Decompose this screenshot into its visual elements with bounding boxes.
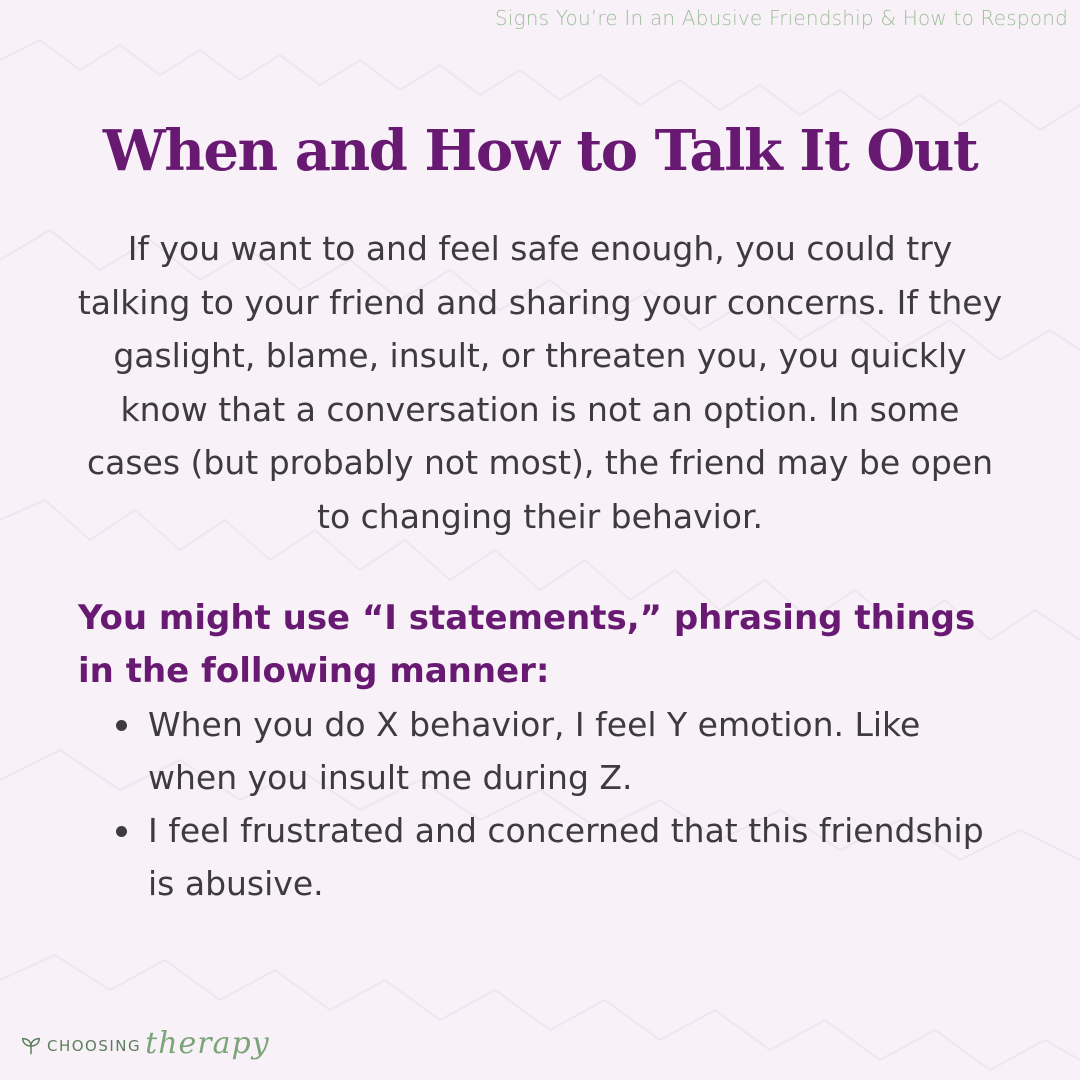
bullet-icon	[116, 826, 127, 837]
statement-list	[112, 698, 992, 910]
page-caption: Signs You’re In an Abusive Friendship & How to Respond	[494, 6, 1068, 30]
sprout-icon	[20, 1035, 42, 1057]
brand-word-therapy: therapy	[145, 1025, 270, 1061]
list-item-text: I feel frustrated and concerned that this friendship is abusive.	[148, 811, 984, 903]
list-item	[112, 698, 992, 804]
bullet-icon	[116, 720, 127, 731]
list-item	[112, 804, 992, 910]
list-item-text: When you do X behavior, I feel Y emotion. Like when you insult me during Z.	[148, 705, 921, 797]
page-title: When and How to Talk It Out	[102, 118, 978, 184]
brand-word-choosing: CHOOSING	[47, 1037, 142, 1055]
intro-paragraph: If you want to and feel safe enough, you could try talking to your friend and sharing your concerns. If they gaslight, blame, insult, or threaten you, you quickly know that a conversation is not an option. In some cases (but probably not most), the friend may be open to changing their behavior.	[77, 229, 1003, 536]
brand-logo	[20, 1026, 270, 1066]
statements-prompt: You might use “I statements,” phrasing things in the following manner:	[78, 598, 976, 691]
